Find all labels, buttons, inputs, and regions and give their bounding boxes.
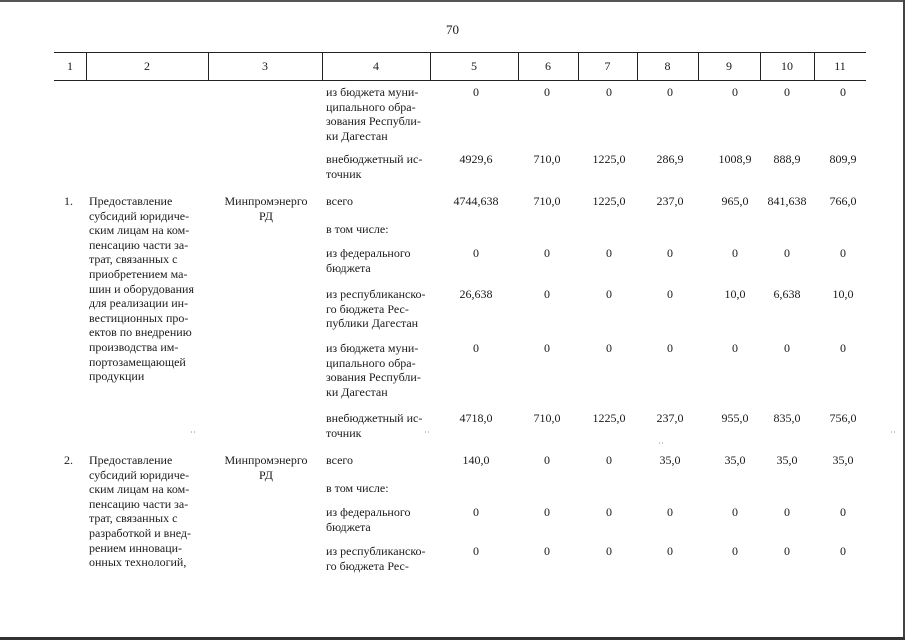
value-s2-republic-col9: 0 xyxy=(732,544,738,558)
section2-description-line: разработкой и внед- xyxy=(89,526,192,540)
header-cell-1: 1 xyxy=(67,59,73,73)
value-top-extra-col11: 809,9 xyxy=(829,152,857,166)
value-s1-republic-col10: 6,638 xyxy=(773,287,801,301)
section1-description-line: шин и оборудования xyxy=(89,281,194,296)
row-label-s1-total: всего xyxy=(326,194,354,208)
scan-top-edge xyxy=(0,0,905,2)
section1-description-line: субсидий юридиче- xyxy=(89,208,190,223)
section1-description-line: трат, связанных с xyxy=(89,252,178,267)
value-s2-republic-col11: 0 xyxy=(840,544,846,558)
value-s2-total-col10: 35,0 xyxy=(776,453,798,467)
value-s1-extra-col11: 756,0 xyxy=(829,411,857,425)
value-s1-total-col7: 1225,0 xyxy=(592,194,626,208)
section1-description-line: ским лицам на ком- xyxy=(89,223,190,238)
section2-description-line: пенсацию части за- xyxy=(89,496,189,511)
section1-description-line: приобретением ма- xyxy=(89,267,188,281)
section2-number: 2. xyxy=(64,453,73,467)
value-s1-municipal-col8: 0 xyxy=(667,341,673,355)
value-s1-total-col5: 4744,638 xyxy=(453,194,499,208)
value-top-extra-col9: 1008,9 xyxy=(718,152,752,166)
value-top-extra-col10: 888,9 xyxy=(773,152,801,166)
value-s1-federal-col8: 0 xyxy=(667,246,673,260)
header-cell-9: 9 xyxy=(726,59,732,73)
row-label-s1-extra: внебюджетный ис- точник xyxy=(326,411,423,440)
section2-description-line: трат, связанных с xyxy=(89,511,178,526)
header-bottom-rule xyxy=(54,80,866,81)
value-s1-republic-col11: 10,0 xyxy=(832,287,854,301)
section1-description-line: производства им- xyxy=(89,340,179,354)
section2-description-line: субсидий юридиче- xyxy=(89,467,190,482)
value-s2-total-col9: 35,0 xyxy=(724,453,746,467)
value-top-municipal-col8: 0 xyxy=(667,85,673,99)
value-s1-total-col10: 841,638 xyxy=(767,194,807,208)
value-s2-republic-col6: 0 xyxy=(544,544,550,558)
value-s1-municipal-col11: 0 xyxy=(840,341,846,355)
row-label-top-municipal: из бюджета муни- ципального обра- зования Республи- ки Дагестан xyxy=(326,85,421,143)
section2-executor-line: Минпромэнерго xyxy=(224,453,308,467)
header-cell-2: 2 xyxy=(144,59,150,73)
section1-description-line: пенсацию части за- xyxy=(89,237,189,252)
value-s2-federal-col7: 0 xyxy=(606,505,612,519)
value-s2-republic-col7: 0 xyxy=(606,544,612,558)
header-cell-3: 3 xyxy=(262,59,268,73)
section1-description-line: продукции xyxy=(89,369,145,384)
value-s2-total-col7: 0 xyxy=(606,453,612,467)
value-s1-total-col8: 237,0 xyxy=(656,194,684,208)
value-top-extra-col5: 4929,6 xyxy=(459,152,493,166)
row-label-s2-total: всего xyxy=(326,453,354,467)
value-s2-republic-col8: 0 xyxy=(667,544,673,558)
value-s1-republic-col8: 0 xyxy=(667,287,673,301)
header-cell-7: 7 xyxy=(604,59,611,73)
value-top-municipal-col10: 0 xyxy=(784,85,790,99)
value-s2-federal-col8: 0 xyxy=(667,505,673,519)
section2-description-line: рением инноваци- xyxy=(89,540,183,555)
value-s2-federal-col5: 0 xyxy=(473,505,479,519)
section1-executor-line: Минпромэнерго xyxy=(224,194,308,208)
value-s2-total-col11: 35,0 xyxy=(832,453,854,467)
section1-number: 1. xyxy=(64,194,73,208)
header-cell-4: 4 xyxy=(373,59,379,73)
value-s1-republic-col9: 10,0 xyxy=(724,287,746,301)
row-label-s2-federal: из федерального бюджета xyxy=(326,505,411,534)
value-s1-total-col11: 766,0 xyxy=(829,194,857,208)
value-s2-republic-col5: 0 xyxy=(473,544,479,558)
value-s1-federal-col11: 0 xyxy=(840,246,846,260)
header-cell-11: 11 xyxy=(834,59,846,73)
value-s1-federal-col9: 0 xyxy=(732,246,738,260)
value-s2-federal-col6: 0 xyxy=(544,505,550,519)
row-label-s2-including: в том числе: xyxy=(326,481,389,495)
section1-description-line: ектов по внедрению xyxy=(89,325,192,340)
value-s1-municipal-col5: 0 xyxy=(473,341,479,355)
value-top-municipal-col9: 0 xyxy=(732,85,738,99)
section1-description-line: вестиционных про- xyxy=(89,310,189,325)
scan-speck: ˙˙ xyxy=(658,441,664,451)
section2-description-line: Предоставление xyxy=(89,453,173,467)
value-s1-extra-col10: 835,0 xyxy=(773,411,801,425)
value-top-municipal-col6: 0 xyxy=(544,85,550,99)
value-top-extra-col6: 710,0 xyxy=(533,152,561,166)
value-top-extra-col8: 286,9 xyxy=(656,152,684,166)
scan-speck: ˙˙ xyxy=(890,430,896,440)
header-cell-10: 10 xyxy=(781,59,793,73)
header-cell-6: 6 xyxy=(545,59,551,73)
value-s1-republic-col7: 0 xyxy=(606,287,612,301)
value-s2-total-col6: 0 xyxy=(544,453,550,467)
header-cell-8: 8 xyxy=(664,59,671,73)
value-top-extra-col7: 1225,0 xyxy=(592,152,626,166)
value-s1-federal-col6: 0 xyxy=(544,246,550,260)
value-s1-municipal-col7: 0 xyxy=(606,341,612,355)
value-s2-total-col5: 140,0 xyxy=(462,453,490,467)
value-s1-municipal-col9: 0 xyxy=(732,341,738,355)
value-top-municipal-col5: 0 xyxy=(473,85,479,99)
header-cell-5: 5 xyxy=(471,59,477,73)
value-s1-extra-col6: 710,0 xyxy=(533,411,561,425)
value-s1-federal-col10: 0 xyxy=(784,246,790,260)
row-label-s2-republic: из республиканско- го бюджета Рес- xyxy=(326,544,426,573)
value-s2-federal-col10: 0 xyxy=(784,505,790,519)
page-number: 70 xyxy=(446,22,459,37)
row-label-s1-republic: из республиканско- го бюджета Рес- публики Дагестан xyxy=(326,287,426,331)
value-s1-municipal-col6: 0 xyxy=(544,341,550,355)
value-s1-total-col9: 965,0 xyxy=(721,194,749,208)
row-label-s1-federal: из федерального бюджета xyxy=(326,246,411,275)
scan-speck: ˙˙ xyxy=(424,430,430,440)
section2-executor-line: РД xyxy=(259,467,273,482)
section1-description-line: Предоставление xyxy=(89,194,173,208)
value-s1-extra-col8: 237,0 xyxy=(656,411,684,425)
scan-speck: ˙˙ xyxy=(190,430,196,440)
value-s2-republic-col10: 0 xyxy=(784,544,790,558)
header-top-rule xyxy=(54,52,866,53)
section1-description-line: портозамещающей xyxy=(89,354,186,369)
value-top-municipal-col11: 0 xyxy=(840,85,846,99)
value-s1-municipal-col10: 0 xyxy=(784,341,790,355)
value-s2-federal-col9: 0 xyxy=(732,505,738,519)
value-s1-republic-col6: 0 xyxy=(544,287,550,301)
value-s1-extra-col5: 4718,0 xyxy=(459,411,493,425)
section1-description-line: для реализации ин- xyxy=(89,296,189,311)
value-s1-federal-col5: 0 xyxy=(473,246,479,260)
value-s1-total-col6: 710,0 xyxy=(533,194,561,208)
section2-description-line: онных технологий, xyxy=(89,555,187,570)
value-s2-federal-col11: 0 xyxy=(840,505,846,519)
value-s1-federal-col7: 0 xyxy=(606,246,612,260)
value-s1-republic-col5: 26,638 xyxy=(459,287,493,301)
value-s1-extra-col7: 1225,0 xyxy=(592,411,626,425)
section1-executor-line: РД xyxy=(259,208,273,223)
row-label-s1-municipal: из бюджета муни- ципального обра- зования Республи- ки Дагестан xyxy=(326,341,421,399)
row-label-top-extra: внебюджетный ис- точник xyxy=(326,152,423,181)
value-top-municipal-col7: 0 xyxy=(606,85,612,99)
section2-description-line: ским лицам на ком- xyxy=(89,482,190,497)
value-s2-total-col8: 35,0 xyxy=(659,453,681,467)
row-label-s1-including: в том числе: xyxy=(326,222,389,236)
value-s1-extra-col9: 955,0 xyxy=(721,411,749,425)
